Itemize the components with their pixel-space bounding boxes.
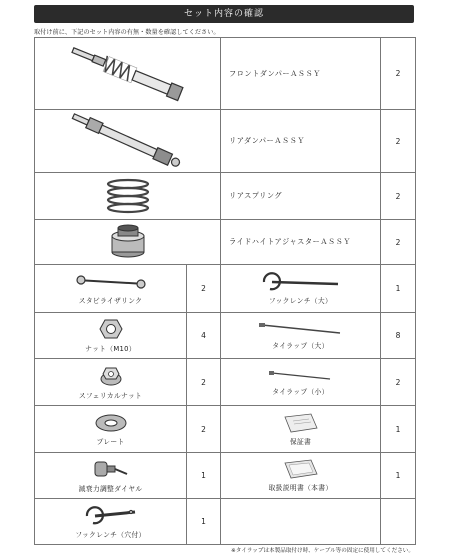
part-qty: 2 bbox=[187, 265, 221, 313]
part-name: タイラップ（大） bbox=[272, 342, 329, 350]
plate-icon bbox=[94, 413, 128, 433]
damping-dial-icon bbox=[91, 458, 131, 480]
table-row bbox=[35, 110, 416, 173]
hook-wrench-hole-icon bbox=[81, 504, 141, 526]
part-name: ライドハイトアジャスターＡＳＳＹ bbox=[221, 220, 381, 265]
part-qty: 1 bbox=[187, 499, 221, 545]
part-name: 減衰力調整ダイヤル bbox=[78, 485, 143, 493]
part-name: リアスプリング bbox=[221, 173, 381, 220]
part-name: ナット（M10） bbox=[85, 345, 136, 353]
empty-cell bbox=[381, 499, 416, 545]
stabilizer-link-icon bbox=[71, 272, 151, 292]
part-qty: 2 bbox=[187, 359, 221, 406]
part-qty: 8 bbox=[381, 313, 416, 359]
part-name: フロントダンパーＡＳＳＹ bbox=[221, 38, 381, 110]
part-name: フックレンチ（穴付） bbox=[75, 531, 146, 539]
cable-tie-small-icon bbox=[266, 369, 336, 383]
part-qty: 4 bbox=[187, 313, 221, 359]
part-qty: 2 bbox=[381, 110, 416, 173]
rear-damper-icon bbox=[58, 113, 198, 169]
hook-wrench-large-icon bbox=[256, 272, 346, 292]
part-name: フックレンチ（大） bbox=[268, 297, 333, 305]
part-name: スフェリカルナット bbox=[78, 391, 143, 400]
part-qty: 2 bbox=[381, 359, 416, 406]
table-row bbox=[35, 499, 416, 545]
table-row bbox=[35, 359, 416, 406]
table-row bbox=[35, 38, 416, 110]
part-qty: 1 bbox=[381, 265, 416, 313]
nut-icon bbox=[99, 318, 123, 340]
warranty-icon bbox=[281, 413, 321, 433]
part-qty: 2 bbox=[381, 173, 416, 220]
intro-text: 取付け前に、下記のセット内容の有無・数量を確認してください。 bbox=[34, 29, 220, 36]
table-row bbox=[35, 453, 416, 499]
part-name: プレート bbox=[96, 437, 125, 446]
part-qty: 2 bbox=[187, 406, 221, 453]
ride-height-adjuster-icon bbox=[103, 222, 153, 262]
part-qty: 1 bbox=[381, 453, 416, 499]
page-title: セット内容の確認 bbox=[34, 5, 414, 23]
part-qty: 1 bbox=[381, 406, 416, 453]
spherical-nut-icon bbox=[99, 365, 123, 387]
table-row bbox=[35, 173, 416, 220]
part-name: リアダンパーＡＳＳＹ bbox=[221, 110, 381, 173]
part-name: タイラップ（小） bbox=[272, 387, 329, 396]
part-qty: 2 bbox=[381, 38, 416, 110]
part-name: 保証書 bbox=[289, 437, 312, 446]
empty-cell bbox=[221, 499, 381, 545]
front-damper-icon bbox=[58, 43, 198, 105]
table-row bbox=[35, 265, 416, 313]
part-qty: 2 bbox=[381, 220, 416, 265]
table-row bbox=[35, 220, 416, 265]
table-row bbox=[35, 313, 416, 359]
part-qty: 1 bbox=[187, 453, 221, 499]
footnote: ※タイラップは本製品取付け時、ケーブル等の固定に使用してください。 bbox=[231, 548, 414, 554]
manual-icon bbox=[281, 459, 321, 479]
rear-spring-icon bbox=[98, 176, 158, 216]
part-name: スタビライザリンク bbox=[78, 297, 143, 305]
parts-table bbox=[34, 37, 416, 545]
table-row bbox=[35, 406, 416, 453]
part-name: 取扱説明書（本書） bbox=[268, 484, 333, 492]
cable-tie-large-icon bbox=[256, 321, 346, 337]
